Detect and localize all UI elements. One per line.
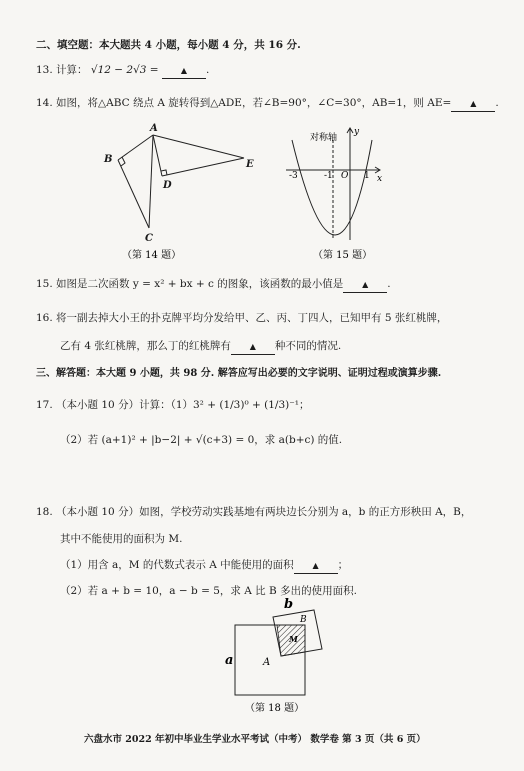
- fig14-label-a: A: [150, 123, 158, 134]
- q15-text: 15. 如图是二次函数 y = x² + bx + c 的图象，该函数的最小值是: [36, 278, 344, 290]
- answer-triangle-icon: ▲: [249, 342, 256, 351]
- question-18-line4: （2）若 a + b = 10，a − b = 5，求 A 比 B 多出的使用面积.: [60, 585, 357, 597]
- question-18-line2: 其中不能使用的面积为 M.: [60, 533, 183, 545]
- q18-text-b: ；: [337, 559, 349, 571]
- fig14-label-b: B: [104, 154, 113, 165]
- fig15-axis-label: 对称轴: [310, 133, 338, 143]
- fig15-tick-neg3: -3: [289, 171, 298, 181]
- q18-text-a: （1）用含 a，M 的代数式表示 A 中能使用的面积: [60, 559, 294, 571]
- answer-triangle-icon: ▲: [362, 280, 369, 289]
- q13-number: 13.: [36, 64, 53, 76]
- fig18-label-a-side: a: [225, 653, 234, 668]
- q14-end: .: [495, 97, 499, 109]
- section2-title: 二、填空题：本大题共 4 小题，每小题 4 分，共 16 分.: [36, 39, 301, 51]
- q14-text: 14. 如图，将△ABC 绕点 A 旋转得到△ADE，若∠B=90°，∠C=30°，AB=1，则 AE=: [36, 97, 452, 109]
- fig14-label-e: E: [246, 159, 254, 170]
- fig18-label-m: M: [289, 634, 298, 644]
- fig18-label-square-a: A: [263, 657, 271, 668]
- fig18-caption: （第 18 题）: [245, 703, 305, 714]
- section3-title: 三、解答题：本大题 9 小题，共 98 分. 解答应写出必要的文字说明、证明过程或演算步骤.: [36, 368, 442, 379]
- fig14-caption: （第 14 题）: [122, 250, 182, 261]
- fig15-tick-1: 1: [364, 171, 370, 181]
- q13-end: .: [205, 64, 210, 76]
- fig18-label-b-side: b: [284, 597, 294, 612]
- question-16-line1: 16. 将一副去掉大小王的扑克牌平均分发给甲、乙、丙、丁四人，已知甲有 5 张红桃牌，: [36, 312, 448, 324]
- page-footer: 六盘水市 2022 年初中毕业生学业水平考试（中考） 数学卷 第 3 页（共 6 页）: [84, 734, 426, 745]
- fig18-label-square-b: B: [300, 615, 307, 625]
- fig15-origin: O: [341, 171, 349, 181]
- q16-text-b: 种不同的情况.: [274, 340, 342, 352]
- fig15-y-label: y: [354, 127, 360, 137]
- question-18-line1: 18. （本小题 10 分）如图，学校劳动实践基地有两块边长分别为 a，b 的正方形秧田 A，B，: [36, 506, 472, 518]
- fig15-tick-neg1: -1: [324, 171, 333, 181]
- q15-end: .: [387, 278, 391, 290]
- answer-triangle-icon: ▲: [470, 99, 477, 108]
- q13-expression: √12 − 2√3 =: [90, 64, 159, 76]
- q16-text-a: 乙有 4 张红桃牌，那么丁的红桃牌有: [60, 340, 231, 352]
- answer-triangle-icon: ▲: [312, 561, 319, 570]
- fig14-label-c: C: [145, 233, 153, 244]
- answer-triangle-icon: ▲: [180, 66, 188, 75]
- q13-prefix: 计算：: [56, 64, 88, 76]
- fig14-label-d: D: [163, 180, 172, 191]
- fig15-caption: （第 15 题）: [313, 250, 373, 261]
- question-17-line2: （2）若 (a+1)² + |b−2| + √(c+3) = 0，求 a(b+c) 的值.: [60, 434, 343, 446]
- fig15-x-label: x: [377, 174, 383, 184]
- question-17-line1: 17. （本小题 10 分）计算：（1）3² + (1/3)⁰ + (1/3)⁻¹；: [36, 399, 310, 411]
